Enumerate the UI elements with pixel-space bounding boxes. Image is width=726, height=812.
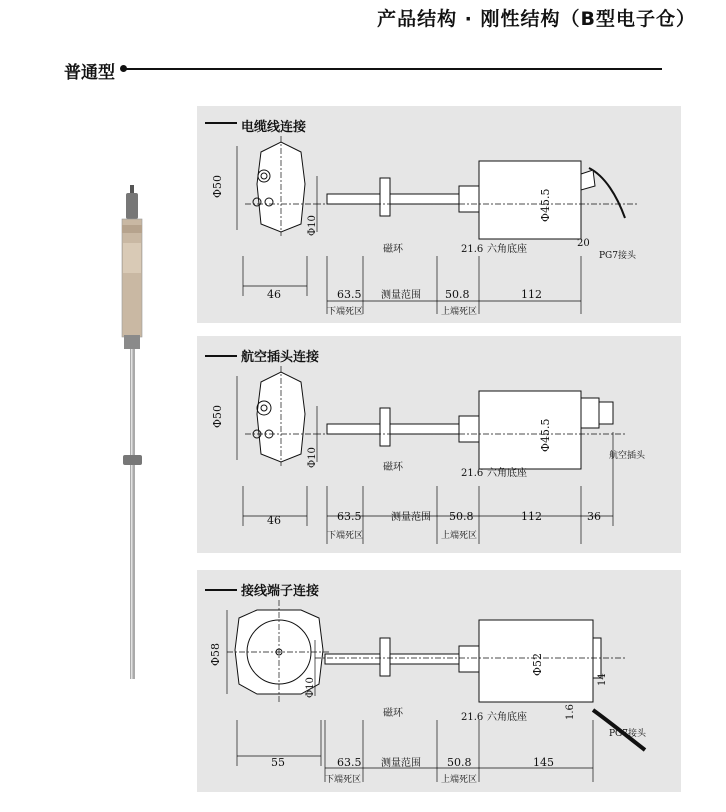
panel-title: 航空插头连接 <box>241 350 320 365</box>
face-dia-label: Φ58 <box>209 642 222 666</box>
hex-dim-label: 21.6 <box>461 468 484 479</box>
measure-label: 测量范围 <box>381 290 421 301</box>
dead-low-label: 63.5 <box>337 510 362 523</box>
panel-cable-connection <box>197 106 681 323</box>
housing-dia-label: Φ45.5 <box>539 418 552 452</box>
hex-base-label: 六角底座 <box>487 712 527 723</box>
dead-high-label: 50.8 <box>449 510 474 523</box>
face-dia-label: Φ50 <box>211 174 224 198</box>
ring-label: 磁环 <box>383 244 403 255</box>
connector-label: PG7接头 <box>599 251 636 261</box>
hex-dim-label: 21.6 <box>461 712 484 723</box>
drawing-cable <box>197 106 681 323</box>
drawing-aviation <box>197 336 681 553</box>
hex-base-label: 六角底座 <box>487 244 527 255</box>
housing-dia-label: Φ52 <box>531 652 544 676</box>
panel-aviation-plug <box>197 336 681 553</box>
face-width-label: 46 <box>267 288 281 301</box>
panel-title: 接线端子连接 <box>241 584 320 599</box>
upper-dead-label: 上端死区 <box>441 775 478 785</box>
dead-high-label: 50.8 <box>445 288 470 301</box>
section-rule <box>122 68 662 70</box>
upper-dead-label: 上端死区 <box>441 307 478 317</box>
panel-title: 电缆线连接 <box>241 120 307 135</box>
ring-label: 磁环 <box>383 708 403 719</box>
rod-dia-label: Φ10 <box>307 447 318 468</box>
drawing-terminal <box>197 570 681 792</box>
connector-label: 航空插头 <box>609 451 646 461</box>
dead-low-label: 63.5 <box>337 756 362 769</box>
end-dim-label: 20 <box>577 238 590 249</box>
lower-dead-label: 下端死区 <box>327 531 364 541</box>
dead-low-label: 63.5 <box>337 288 362 301</box>
hex-base-label: 六角底座 <box>487 468 527 479</box>
face-width-label: 46 <box>267 514 281 527</box>
housing-len-label: 112 <box>521 288 542 301</box>
housing-dia-label: Φ45.5 <box>539 188 552 222</box>
upper-dead-label: 上端死区 <box>441 531 478 541</box>
lower-dead-label: 下端死区 <box>327 307 364 317</box>
ring-label: 磁环 <box>383 462 403 473</box>
panel-terminal-block <box>197 570 681 792</box>
end-dim-label: 36 <box>587 510 601 523</box>
measure-label: 测量范围 <box>381 758 421 769</box>
hex-dim-label: 21.6 <box>461 244 484 255</box>
measure-label: 测量范围 <box>391 512 431 523</box>
face-width-label: 55 <box>271 756 285 769</box>
housing-len-label: 112 <box>521 510 542 523</box>
lower-dead-label: 下端死区 <box>325 775 362 785</box>
end2-dim-label: 14 <box>597 673 608 686</box>
sensor-photo <box>110 185 170 705</box>
section-label: 普通型 <box>64 63 115 83</box>
rod-dia-label: Φ10 <box>305 677 316 698</box>
rod-dia-label: Φ10 <box>307 215 318 236</box>
end-dim-label: 1.6 <box>565 704 576 720</box>
page-title: 产品结构 · 刚性结构（B型电子仓） <box>377 8 696 30</box>
face-dia-label: Φ50 <box>211 404 224 428</box>
dead-high-label: 50.8 <box>447 756 472 769</box>
housing-len-label: 145 <box>533 756 554 769</box>
connector-label: PG7接头 <box>609 729 646 739</box>
